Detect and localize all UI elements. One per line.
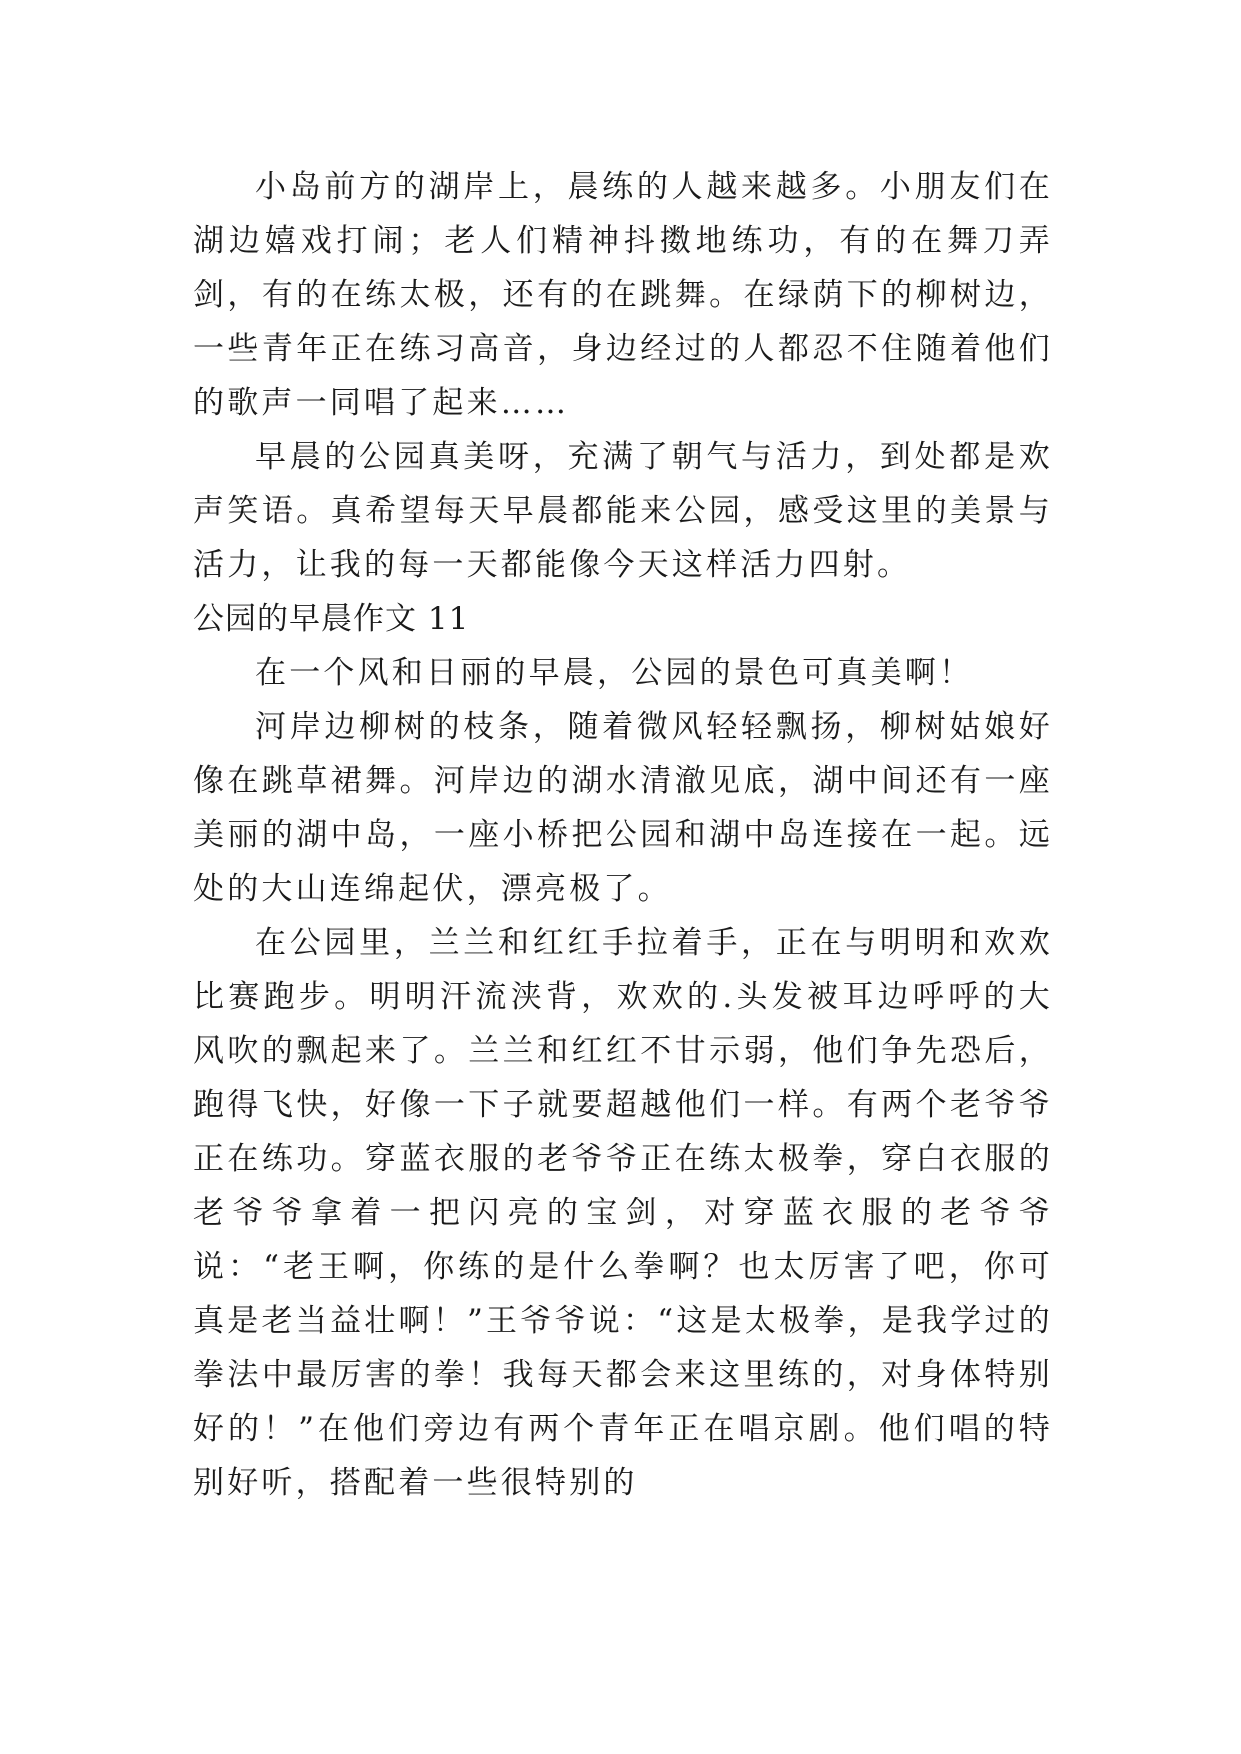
- paragraph: 在一个风和日丽的早晨，公园的景色可真美啊！: [255, 655, 974, 691]
- document-body: [193, 160, 1053, 1510]
- paragraph: 小岛前方的湖岸上，晨练的人越来越多。小朋友们在湖边嬉戏打闹；老人们精神抖擞地练功，有的在舞刀弄剑，有的在练太极，还有的在跳舞。在绿荫下的柳树边，一些青年正在练习高音，身边经过的人都忍不住随着他们的歌声一同唱了起来……: [193, 169, 1053, 421]
- paragraph: 早晨的公园真美呀，充满了朝气与活力，到处都是欢声笑语。真希望每天早晨都能来公园，感受这里的美景与活力，让我的每一天都能像今天这样活力四射。: [193, 439, 1053, 583]
- section-title: 公园的早晨作文 11: [193, 601, 470, 637]
- paragraph: 河岸边柳树的枝条，随着微风轻轻飘扬，柳树姑娘好像在跳草裙舞。河岸边的湖水清澈见底，湖中间还有一座美丽的湖中岛，一座小桥把公园和湖中岛连接在一起。远处的大山连绵起伏，漂亮极了。: [193, 709, 1053, 907]
- paragraph: 在公园里，兰兰和红红手拉着手，正在与明明和欢欢比赛跑步。明明汗流浃背，欢欢的.头发被耳边呼呼的大风吹的飘起来了。兰兰和红红不甘示弱，他们争先恐后，跑得飞快，好像一下子就要超越他们一样。有两个老爷爷正在练功。穿蓝衣服的老爷爷正在练太极拳，穿白衣服的老爷爷拿着一把闪亮的宝剑，对穿蓝衣服的老爷爷说：“老王啊，你练的是什么拳啊？也太厉害了吧，你可真是老当益壮啊！”王爷爷说：“这是太极拳，是我学过的拳法中最厉害的拳！我每天都会来这里练的，对身体特别好的！”在他们旁边有两个青年正在唱京剧。他们唱的特别好听，搭配着一些很特别的: [193, 925, 1053, 1501]
